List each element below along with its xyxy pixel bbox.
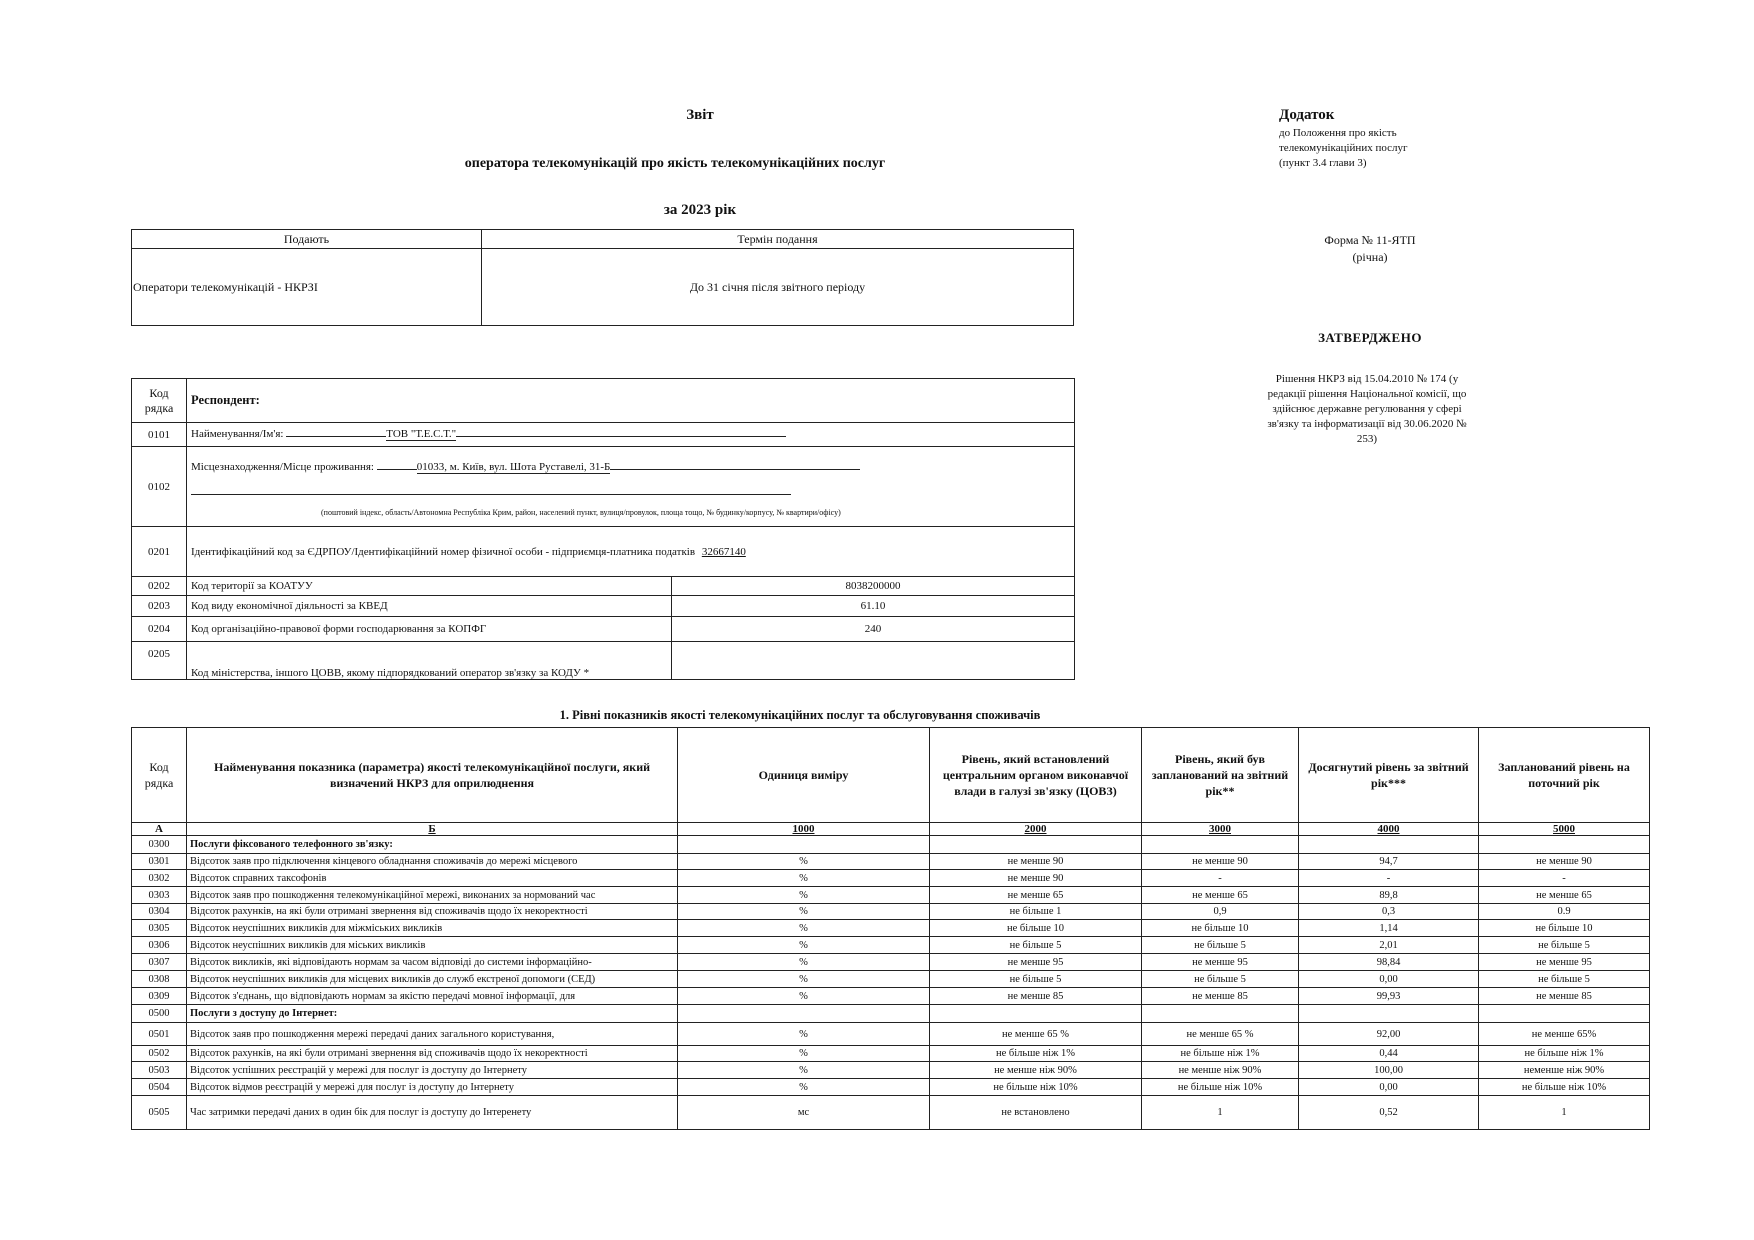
unit-cell: % [678,1062,930,1079]
planned-level: не більше ніж 10% [1142,1079,1299,1096]
table-row [132,887,1650,904]
unit-cell: % [678,1023,930,1046]
deadline-header: Термін подання [482,230,1074,249]
field-value: 61.10 [672,596,1075,617]
cova-level: не більше 5 [930,971,1142,988]
planned-level: не менше 90 [1142,854,1299,870]
table-row [132,937,1650,954]
report-period: за 2023 рік [663,202,737,218]
empty-cell [930,836,1142,854]
achieved-level: 2,01 [1299,937,1479,954]
achieved-level: 1,14 [1299,920,1479,937]
submitters-value: Оператори телекомунікацій - НКРЗІ [132,249,482,326]
achieved-level: 92,00 [1299,1023,1479,1046]
indicator-name: Відсоток викликів, які відповідають нормам за часом відповіді до системи інформаційно- [187,954,678,971]
achieved-level: 0,3 [1299,904,1479,920]
cova-level: не менше 95 [930,954,1142,971]
indicator-name: Відсоток заяв про пошкодження мережі передачі даних загального користування, [187,1023,678,1046]
unit-cell: % [678,971,930,988]
planned-level: 1 [1142,1096,1299,1130]
planned-level: не менше 85 [1142,988,1299,1005]
achieved-level: 100,00 [1299,1062,1479,1079]
indicator-name: Відсоток рахунків, на які були отримані звернення від споживачів щодо їх некоректності [187,1046,678,1062]
col-name-header: Найменування показника (параметра) якості телекомунікаційної послуги, який визначений НКРЗ для оприлюднення [187,728,678,823]
appendix-text [1279,126,1459,171]
report-title: Звіт [686,107,714,123]
row-code: 0503 [132,1062,187,1079]
unit-cell: % [678,870,930,887]
indicator-name: Відсоток заяв про пошкодження телекомунікаційної мережі, виконаних за нормований час [187,887,678,904]
planned-level: не менше 65 [1142,887,1299,904]
row-code: 0102 [132,447,187,527]
unit-cell: % [678,1079,930,1096]
unit-cell: % [678,988,930,1005]
field-value: 01033, м. Київ, вул. Шота Руставелі, 31-Б [416,460,611,473]
row-code: 0505 [132,1096,187,1130]
table-row [132,988,1650,1005]
empty-cell [1479,1005,1650,1023]
column-index-cell: 1000 [678,823,930,836]
report-subtitle: оператора телекомунікацій про якість телекомунікаційних послуг [464,156,886,171]
empty-cell [678,836,930,854]
row-code: 0300 [132,836,187,854]
group-title: Послуги фіксованого телефонного зв'язку: [187,836,678,854]
cova-level: не менше 90 [930,870,1142,887]
cova-level: не більше 5 [930,937,1142,954]
planned-level: не більше 5 [1142,937,1299,954]
appendix-line: (пункт 3.4 глави 3) [1279,157,1367,169]
achieved-level: 89,8 [1299,887,1479,904]
appendix-line: до Положення про якість [1279,127,1397,139]
field-label: Код території за КОАТУУ [187,577,672,596]
row-code: 0308 [132,971,187,988]
indicator-name: Відсоток успішних реєстрацій у мережі для послуг із доступу до Інтернету [187,1062,678,1079]
row-code: 0501 [132,1023,187,1046]
planned-level: не більше ніж 1% [1142,1046,1299,1062]
respondent-name-row [187,423,1075,447]
approval-decision: Рішення НКРЗ від 15.04.2010 № 174 (у редакції рішення Національної комісії, що здійснює державне регулювання у сфері зв'язку та інформатизації від 30.06.2020 № 253) [1267,373,1467,445]
form-name: Форма № 11-ЯТП [1324,233,1416,247]
appendix-title: Додаток [1279,107,1335,123]
indicator-name: Відсоток рахунків, на які були отримані звернення від споживачів щодо їх некоректності [187,904,678,920]
col-planned-header: Рівень, який був запланований на звітний рік** [1142,728,1299,823]
respondent-id-row [187,527,1075,577]
field-value: ТОВ "Т.Е.С.Т." [386,428,457,440]
quality-table-body [132,836,1650,1130]
cova-level: не менше ніж 90% [930,1062,1142,1079]
field-value: 8038200000 [672,577,1075,596]
next-year-level: 1 [1479,1096,1650,1130]
cova-level: не менше 90 [930,854,1142,870]
row-code: 0202 [132,577,187,596]
next-year-level: 0.9 [1479,904,1650,920]
achieved-level: 94,7 [1299,854,1479,870]
achieved-level: 0,00 [1299,1079,1479,1096]
next-year-level: не менше 90 [1479,854,1650,870]
next-year-level: не більше 5 [1479,937,1650,954]
table-row [132,1046,1650,1062]
column-index-cell: 4000 [1299,823,1479,836]
empty-cell [1142,1005,1299,1023]
table-row [132,854,1650,870]
row-code: 0307 [132,954,187,971]
empty-cell [930,1005,1142,1023]
unit-cell: % [678,1046,930,1062]
achieved-level: - [1299,870,1479,887]
next-year-level: не менше 65 [1479,887,1650,904]
quality-table [131,727,1650,1130]
appendix-line: телекомунікаційних послуг [1279,142,1408,154]
respondent-title: Респондент: [187,379,1075,423]
field-value: 32667140 [701,545,746,558]
next-year-level: не менше 95 [1479,954,1650,971]
indicator-name: Відсоток неуспішних викликів для міжміських викликів [187,920,678,937]
approved-label: ЗАТВЕРДЖЕНО [1318,330,1422,345]
table-row [132,870,1650,887]
next-year-level: не менше 65% [1479,1023,1650,1046]
indicator-name: Час затримки передачі даних в один бік для послуг із доступу до Інтеренету [187,1096,678,1130]
row-code: 0101 [132,423,187,447]
planned-level: не менше ніж 90% [1142,1062,1299,1079]
column-index-cell: А [132,823,187,836]
next-year-level: не більше ніж 1% [1479,1046,1650,1062]
empty-cell [1142,836,1299,854]
field-label: Код міністерства, іншого ЦОВВ, якому підпорядкований оператор зв'язку за КОДУ * [187,642,672,680]
indicator-name: Відсоток заяв про підключення кінцевого обладнання споживачів до мережі місцевого [187,854,678,870]
table-row [132,954,1650,971]
unit-cell: % [678,954,930,971]
row-code: 0203 [132,596,187,617]
col-cova-header: Рівень, який встановлений центральним органом виконавчої влади в галузі зв'язку (ЦОВЗ) [930,728,1142,823]
next-year-level: неменше ніж 90% [1479,1062,1650,1079]
cova-level: не менше 65 % [930,1023,1142,1046]
row-code: 0303 [132,887,187,904]
next-year-level: - [1479,870,1650,887]
cova-level: не менше 65 [930,887,1142,904]
table-row [132,1096,1650,1130]
submission-table [131,229,1074,326]
row-code: 0306 [132,937,187,954]
next-year-level: не менше 85 [1479,988,1650,1005]
cova-level: не встановлено [930,1096,1142,1130]
table-row [132,920,1650,937]
indicator-name: Відсоток справних таксофонів [187,870,678,887]
group-title: Послуги з доступу до Інтернет: [187,1005,678,1023]
column-index-cell: 3000 [1142,823,1299,836]
respondent-address-row [187,447,1075,527]
address-note: (поштовий індекс, область/Автономна Республіка Крим, район, населений пункт, вулиця/провулок, площа тощо, № будинку/корпусу, № квартири/офісу) [321,507,841,517]
achieved-level: 98,84 [1299,954,1479,971]
submitters-header: Подають [132,230,482,249]
cova-level: не більше 10 [930,920,1142,937]
row-code: 0500 [132,1005,187,1023]
form-name-block [1290,232,1450,266]
column-index-row [132,823,1650,836]
planned-level: не більше 10 [1142,920,1299,937]
deadline-value: До 31 січня після звітного періоду [482,249,1074,326]
col-unit-header: Одиниця виміру [678,728,930,823]
next-year-level: не більше 10 [1479,920,1650,937]
unit-cell: % [678,904,930,920]
empty-cell [1299,1005,1479,1023]
unit-cell: мс [678,1096,930,1130]
field-value [672,642,1075,680]
planned-level: - [1142,870,1299,887]
field-label: Найменування/Ім'я: [191,428,284,440]
row-code: 0502 [132,1046,187,1062]
row-code: 0301 [132,854,187,870]
achieved-level: 0,00 [1299,971,1479,988]
row-code: 0204 [132,617,187,642]
planned-level: не менше 95 [1142,954,1299,971]
group-row [132,836,1650,854]
indicator-name: Відсоток з'єднань, що відповідають нормам за якістю передачі мовної інформації, для [187,988,678,1005]
column-index-cell: 2000 [930,823,1142,836]
row-code: 0305 [132,920,187,937]
code-header: Код рядка [132,379,187,423]
indicator-name: Відсоток неуспішних викликів для місцевих викликів до служб екстреної допомоги (СЕД) [187,971,678,988]
field-label: Код організаційно-правової форми господарювання за КОПФГ [187,617,672,642]
column-index-cell: 5000 [1479,823,1650,836]
row-code: 0205 [132,642,187,680]
column-index-cell: Б [187,823,678,836]
table-row [132,1023,1650,1046]
respondent-table [131,378,1075,680]
indicator-name: Відсоток відмов реєстрацій у мережі для послуг із доступу до Інтернету [187,1079,678,1096]
next-year-level: не більше ніж 10% [1479,1079,1650,1096]
group-row [132,1005,1650,1023]
row-code: 0309 [132,988,187,1005]
planned-level: не більше 5 [1142,971,1299,988]
field-label: Код виду економічної діяльності за КВЕД [187,596,672,617]
section-title: 1. Рівні показників якості телекомунікаційних послуг та обслуговування споживачів [559,708,1041,722]
table-row [132,1062,1650,1079]
achieved-level: 0,44 [1299,1046,1479,1062]
next-year-level: не більше 5 [1479,971,1650,988]
table-row [132,971,1650,988]
table-row [132,904,1650,920]
cova-level: не більше ніж 10% [930,1079,1142,1096]
field-value: 240 [672,617,1075,642]
planned-level: 0,9 [1142,904,1299,920]
table-row [132,1079,1650,1096]
achieved-level: 99,93 [1299,988,1479,1005]
indicator-name: Відсоток неуспішних викликів для міських викликів [187,937,678,954]
field-label: Ідентифікаційний код за ЄДРПОУ/Ідентифікаційний номер фізичної особи - підприємця-платника податків [191,545,696,558]
unit-cell: % [678,937,930,954]
row-code: 0302 [132,870,187,887]
col-next-header: Запланований рівень на поточний рік [1479,728,1650,823]
achieved-level: 0,52 [1299,1096,1479,1130]
empty-cell [1479,836,1650,854]
cova-level: не менше 85 [930,988,1142,1005]
empty-cell [678,1005,930,1023]
row-code: 0504 [132,1079,187,1096]
unit-cell: % [678,920,930,937]
row-code: 0304 [132,904,187,920]
planned-level: не менше 65 % [1142,1023,1299,1046]
form-periodicity: (річна) [1352,250,1388,264]
cova-level: не більше ніж 1% [930,1046,1142,1062]
field-label: Місцезнаходження/Місце проживання: [191,460,374,473]
unit-cell: % [678,854,930,870]
col-achieved-header: Досягнутий рівень за звітний рік*** [1299,728,1479,823]
empty-cell [1299,836,1479,854]
col-code-header: Код рядка [132,728,187,823]
row-code: 0201 [132,527,187,577]
unit-cell: % [678,887,930,904]
cova-level: не більше 1 [930,904,1142,920]
